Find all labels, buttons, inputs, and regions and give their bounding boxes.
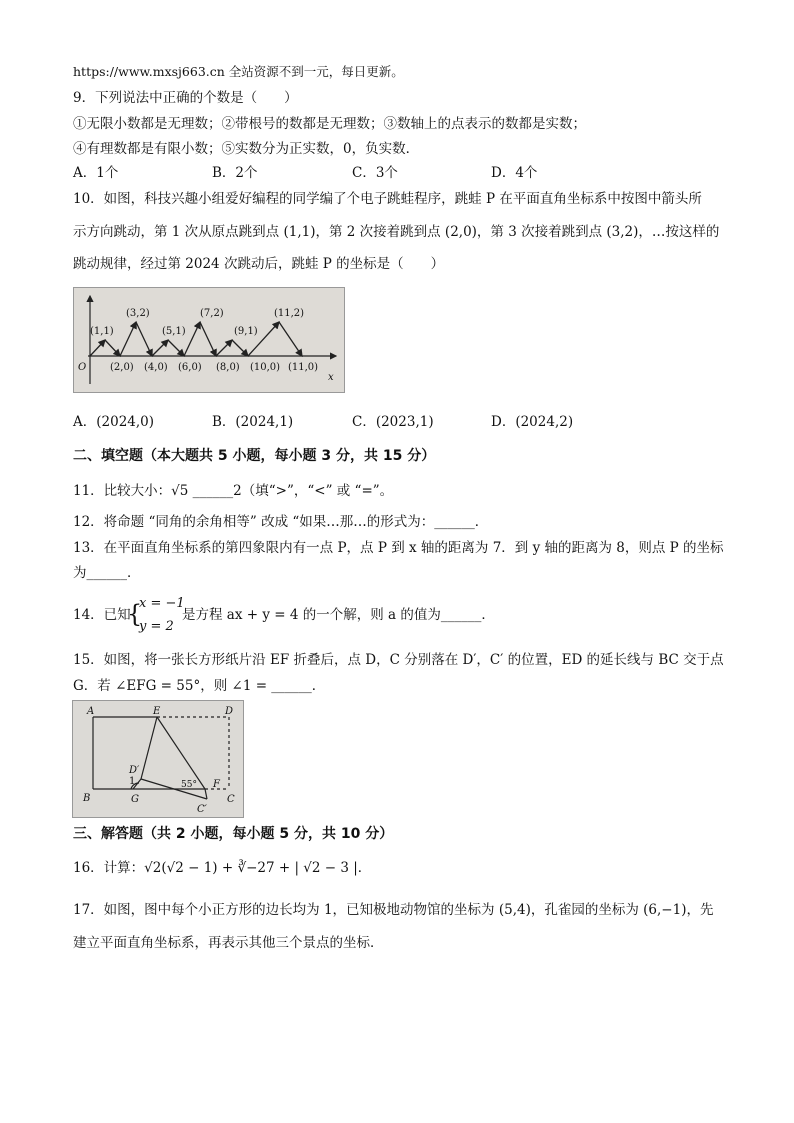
site-header: https://www.mxsj663.cn 全站资源不到一元，每日更新。: [73, 64, 404, 79]
equation-2: y = 2: [139, 619, 174, 634]
label-1-1: (1,1): [90, 326, 114, 337]
edge-c-prime-f: [205, 789, 207, 799]
q10-option-a: A．(2024,0): [73, 414, 155, 430]
edge-ed-prime: [141, 717, 157, 779]
q16-text: 16．计算：√2(√2 − 1) + ∛−27 + | √2 − 3 |．: [73, 860, 372, 876]
q9-line1: ①无限小数都是无理数；②带根号的数都是无理数；③数轴上的点表示的数都是实数；: [73, 116, 586, 132]
q17-line2: 建立平面直角坐标系，再表示其他三个景点的坐标．: [73, 935, 384, 951]
q9-option-c: C．3个: [352, 165, 398, 181]
label-11-2: (11,2): [274, 308, 305, 319]
q9-option-a: A．1个: [73, 165, 119, 181]
jump-path: [90, 322, 302, 356]
label-3-2: (3,2): [126, 308, 150, 319]
equation-1: x = −1: [139, 596, 185, 611]
label-4-0: (4,0): [144, 362, 168, 373]
fold-line-ef: [157, 717, 205, 789]
x-axis-label: x: [328, 372, 334, 383]
q10-line2: 示方向跳动，第 1 次从原点跳到点 (1,1)，第 2 次接着跳到点 (2,0)，第 3 次接着跳到点 (3,2)，…按这样的: [73, 224, 720, 240]
q10-option-d: D．(2024,2): [491, 414, 574, 430]
point-c: C: [227, 794, 235, 805]
label-7-2: (7,2): [200, 308, 224, 319]
point-g: G: [131, 794, 139, 805]
point-c-prime: C′: [197, 804, 207, 815]
angle-55-label: 55°: [181, 780, 197, 790]
label-5-1: (5,1): [162, 326, 186, 337]
q13-line1: 13．在平面直角坐标系的第四象限内有一点 P，点 P 到 x 轴的距离为 7．到 y 轴的距离为 8，则点 P 的坐标: [73, 540, 724, 556]
label-9-1: (9,1): [234, 326, 258, 337]
frog-jump-diagram: [74, 288, 344, 392]
point-d: D: [225, 706, 234, 717]
label-2-0: (2,0): [110, 362, 134, 373]
point-f: F: [213, 779, 220, 790]
q9-line2: ④有理数都是有限小数；⑤实数分为正实数，0，负实数．: [73, 141, 420, 157]
section-2-title: 二、填空题（本大题共 5 小题，每小题 3 分，共 15 分）: [73, 448, 436, 464]
point-e: E: [153, 706, 161, 717]
q10-option-c: C．(2023,1): [352, 414, 434, 430]
angle-1-label: 1: [129, 776, 136, 787]
label-8-0: (8,0): [216, 362, 240, 373]
label-11-0: (11,0): [288, 362, 319, 373]
q9-option-b: B．2个: [212, 165, 258, 181]
q9-option-d: D．4个: [491, 165, 538, 181]
q15-line2: G．若 ∠EFG = 55°，则 ∠1 = ______．: [73, 678, 326, 694]
fold-diagram: [73, 701, 243, 817]
label-6-0: (6,0): [178, 362, 202, 373]
q13-line2: 为______．: [73, 565, 141, 581]
origin-label: O: [78, 362, 87, 373]
q14-suffix: 是方程 ax + y = 4 的一个解，则 a 的值为______．: [182, 607, 495, 623]
point-b: B: [83, 793, 91, 804]
q10-line1: 10．如图，科技兴趣小组爱好编程的同学编了个电子跳蛙程序，跳蛙 P 在平面直角坐标系中按图中箭头所: [73, 191, 702, 207]
point-d-prime: D′: [129, 765, 140, 776]
section-3-title: 三、解答题（共 2 小题，每小题 5 分，共 10 分）: [73, 826, 394, 842]
system-brace: {: [127, 600, 143, 628]
frog-jump-figure: [73, 287, 345, 393]
q12-text: 12．将命题 “同角的余角相等” 改成 “如果…那…的形式为：______．: [73, 514, 489, 530]
q15-line1: 15．如图，将一张长方形纸片沿 EF 折叠后，点 D，C 分别落在 D′，C′ 的位置，ED 的延长线与 BC 交于点: [73, 652, 724, 668]
q9-stem: 9．下列说法中正确的个数是（ ）: [73, 90, 298, 106]
point-a: A: [87, 706, 95, 717]
q11-text: 11．比较大小：√5 ______2（填“>”，“<” 或 “=”。: [73, 483, 394, 499]
label-10-0: (10,0): [250, 362, 281, 373]
q10-option-b: B．(2024,1): [212, 414, 294, 430]
q10-line3: 跳动规律，经过第 2024 次跳动后，跳蛙 P 的坐标是（ ）: [73, 256, 445, 272]
fold-figure: [72, 700, 244, 818]
q17-line1: 17．如图，图中每个小正方形的边长均为 1，已知极地动物馆的坐标为 (5,4)，孔雀园的坐标为 (6,−1)，先: [73, 902, 714, 918]
q14-prefix: 14．已知: [73, 607, 131, 623]
